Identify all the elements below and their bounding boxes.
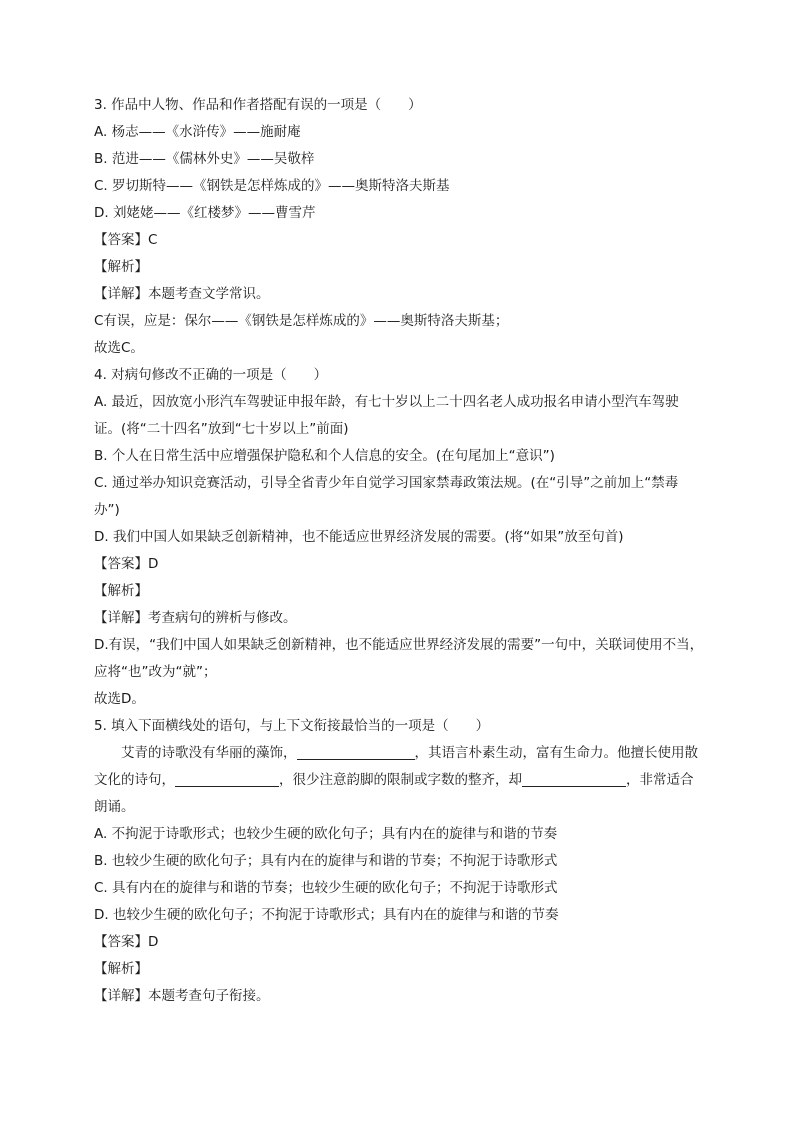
question-4-explanation: D.有误，“我们中国人如果缺乏创新精神，也不能适应世界经济发展的需要”一句中，关联词使用不当，应将“也”改为“就”； — [94, 637, 704, 680]
question-5-option-c: C. 具有内在的旋律与和谐的节奏；也较少生硬的欧化句子；不拘泥于诗歌形式 — [94, 880, 558, 896]
question-4-option-d: D. 我们中国人如果缺乏创新精神，也不能适应世界经济发展的需要。(将“如果”放至句首) — [94, 529, 624, 545]
document-content — [94, 92, 704, 1010]
question-4-detail: 【详解】考查病句的辨析与修改。 — [94, 610, 297, 626]
question-3-option-b: B. 范进——《儒林外史》——吴敬梓 — [94, 151, 315, 167]
question-4-answer: 【答案】D — [94, 556, 159, 572]
question-3-option-d: D. 刘姥姥——《红楼梦》——曹雪芹 — [94, 205, 316, 221]
question-3-detail: 【详解】本题考查文学常识。 — [94, 286, 270, 302]
fill-blank-1 — [297, 743, 415, 760]
question-3-answer: 【答案】C — [94, 232, 158, 248]
question-3-option-a: A. 杨志——《水浒传》——施耐庵 — [94, 124, 301, 140]
question-4-analysis: 【解析】 — [94, 583, 148, 599]
fill-blank-3 — [522, 770, 626, 787]
question-5-answer: 【答案】D — [94, 934, 159, 950]
question-5-option-a: A. 不拘泥于诗歌形式；也较少生硬的欧化句子；具有内在的旋律与和谐的节奏 — [94, 826, 558, 842]
passage-part-2: ，其语言朴素生动，富有生命力。他擅长使用散文化的诗句， — [94, 745, 698, 788]
question-4-choice: 故选D。 — [94, 691, 145, 707]
question-5-detail: 【详解】本题考查句子衔接。 — [94, 988, 270, 1004]
question-3-analysis: 【解析】 — [94, 259, 148, 275]
question-5-passage — [94, 740, 704, 821]
question-4-option-c: C. 通过举办知识竞赛活动，引导全省青少年自觉学习国家禁毒政策法规。(在“引导”之前加上“禁毒办”) — [94, 475, 679, 518]
passage-part-1: 艾青的诗歌没有华丽的藻饰， — [121, 745, 297, 761]
question-4-option-b: B. 个人在日常生活中应增强保护隐私和个人信息的安全。(在句尾加上“意识”) — [94, 448, 555, 464]
question-3-option-c: C. 罗切斯特——《钢铁是怎样炼成的》——奥斯特洛夫斯基 — [94, 178, 450, 194]
fill-blank-2 — [175, 770, 279, 787]
passage-part-4: ，非常适合朗诵。 — [94, 772, 694, 815]
question-4-option-a: A. 最近，因放宽小形汽车驾驶证申报年龄，有七十岁以上二十四名老人成功报名申请小型汽车驾驶证。(将“二十四名”放到“七十岁以上”前面) — [94, 394, 679, 437]
question-5-option-b: B. 也较少生硬的欧化句子；具有内在的旋律与和谐的节奏；不拘泥于诗歌形式 — [94, 853, 558, 869]
question-5-analysis: 【解析】 — [94, 961, 148, 977]
question-4-stem: 4. 对病句修改不正确的一项是（ ） — [94, 367, 328, 383]
question-3-explanation: C有误，应是：保尔——《钢铁是怎样炼成的》——奥斯特洛夫斯基； — [94, 313, 509, 329]
question-3-stem: 3. 作品中人物、作品和作者搭配有误的一项是（ ） — [94, 97, 422, 113]
question-5-stem: 5. 填入下面横线处的语句，与上下文衔接最恰当的一项是（ ） — [94, 718, 490, 734]
question-5-option-d: D. 也较少生硬的欧化句子；不拘泥于诗歌形式；具有内在的旋律与和谐的节奏 — [94, 907, 559, 923]
question-3-choice: 故选C。 — [94, 340, 144, 356]
passage-part-3: ，很少注意韵脚的限制或字数的整齐，却 — [279, 772, 522, 788]
